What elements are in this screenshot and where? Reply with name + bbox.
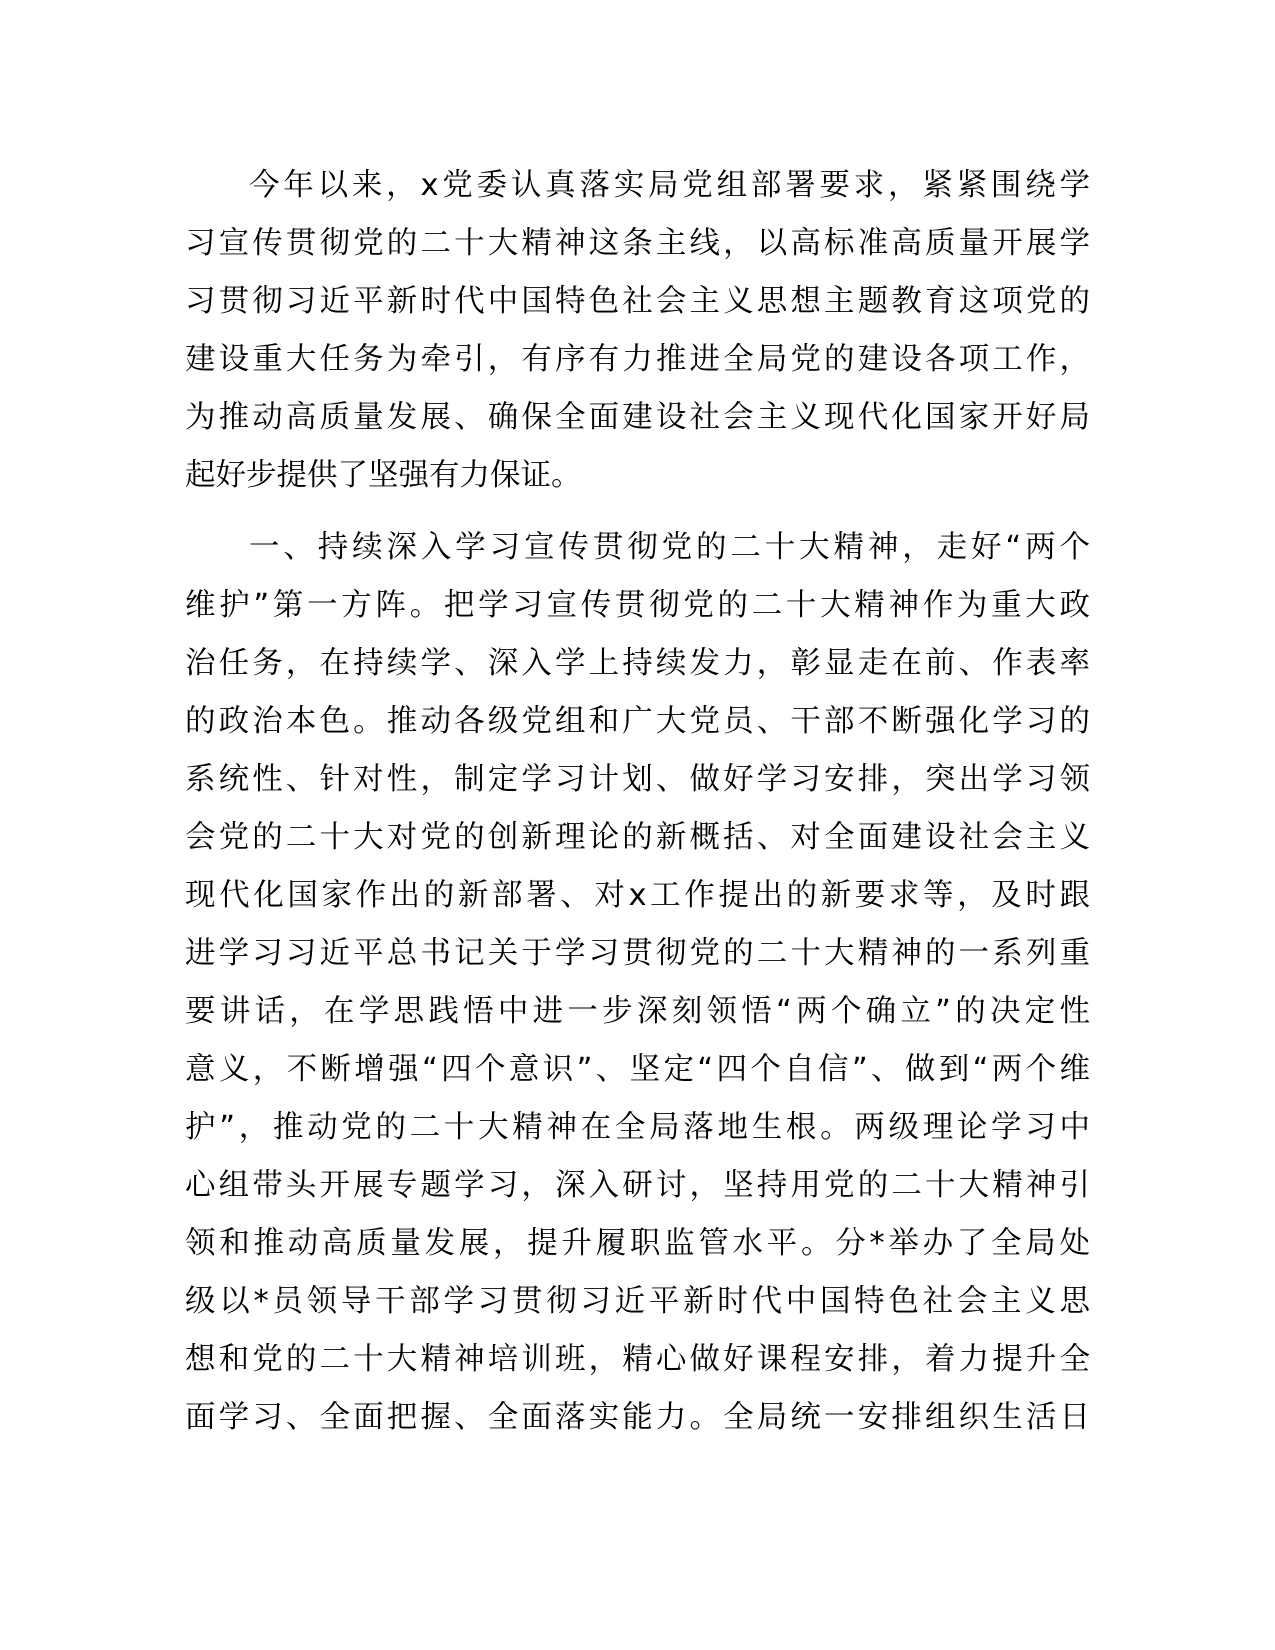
text-line: 意义，不断增强“四个意识”、坚定“四个自信”、做到“两个维 — [185, 1052, 1090, 1087]
text-line: 为推动高质量发展、确保全面建设社会主义现代化国家开好局 — [185, 400, 1090, 435]
text-line: 习贯彻习近平新时代中国特色社会主义思想主题教育这项党的 — [185, 284, 1090, 319]
text-line: 要讲话，在学思践悟中进一步深刻领悟“两个确立”的决定性 — [185, 994, 1090, 1029]
text-line: 的政治本色。推动各级党组和广大党员、干部不断强化学习的 — [185, 704, 1090, 739]
text-line: 级以*员领导干部学习贯彻习近平新时代中国特色社会主义思 — [185, 1284, 1090, 1319]
text-line: 进学习习近平总书记关于学习贯彻党的二十大精神的一系列重 — [185, 936, 1090, 971]
text-line: 面学习、全面把握、全面落实能力。全局统一安排组织生活日 — [185, 1400, 1090, 1435]
text-line: 维护”第一方阵。把学习宣传贯彻党的二十大精神作为重大政 — [185, 588, 1090, 623]
section-heading-line: 一、持续深入学习宣传贯彻党的二十大精神，走好“两个 — [249, 530, 1090, 565]
text-line: 护”，推动党的二十大精神在全局落地生根。两级理论学习中 — [185, 1110, 1090, 1145]
text-line: 心组带头开展专题学习，深入研讨，坚持用党的二十大精神引 — [185, 1168, 1090, 1203]
text-line: 今年以来，x党委认真落实局党组部署要求，紧紧围绕学 — [249, 168, 1090, 203]
paragraph-section-one — [185, 519, 1090, 1447]
text-line: 系统性、针对性，制定学习计划、做好学习安排，突出学习领 — [185, 762, 1090, 797]
text-line: 会党的二十大对党的创新理论的新概括、对全面建设社会主义 — [185, 820, 1090, 855]
paragraph-intro — [185, 157, 1090, 505]
text-line: 治任务，在持续学、深入学上持续发力，彰显走在前、作表率 — [185, 646, 1090, 681]
text-line: 领和推动高质量发展，提升履职监管水平。分*举办了全局处 — [185, 1226, 1090, 1261]
text-line: 现代化国家作出的新部署、对x工作提出的新要求等，及时跟 — [185, 878, 1090, 913]
text-line: 起好步提供了坚强有力保证。 — [185, 458, 582, 493]
text-line: 习宣传贯彻党的二十大精神这条主线，以高标准高质量开展学 — [185, 226, 1090, 261]
text-line: 想和党的二十大精神培训班，精心做好课程安排，着力提升全 — [185, 1342, 1090, 1377]
text-line: 建设重大任务为牵引，有序有力推进全局党的建设各项工作， — [185, 342, 1090, 377]
